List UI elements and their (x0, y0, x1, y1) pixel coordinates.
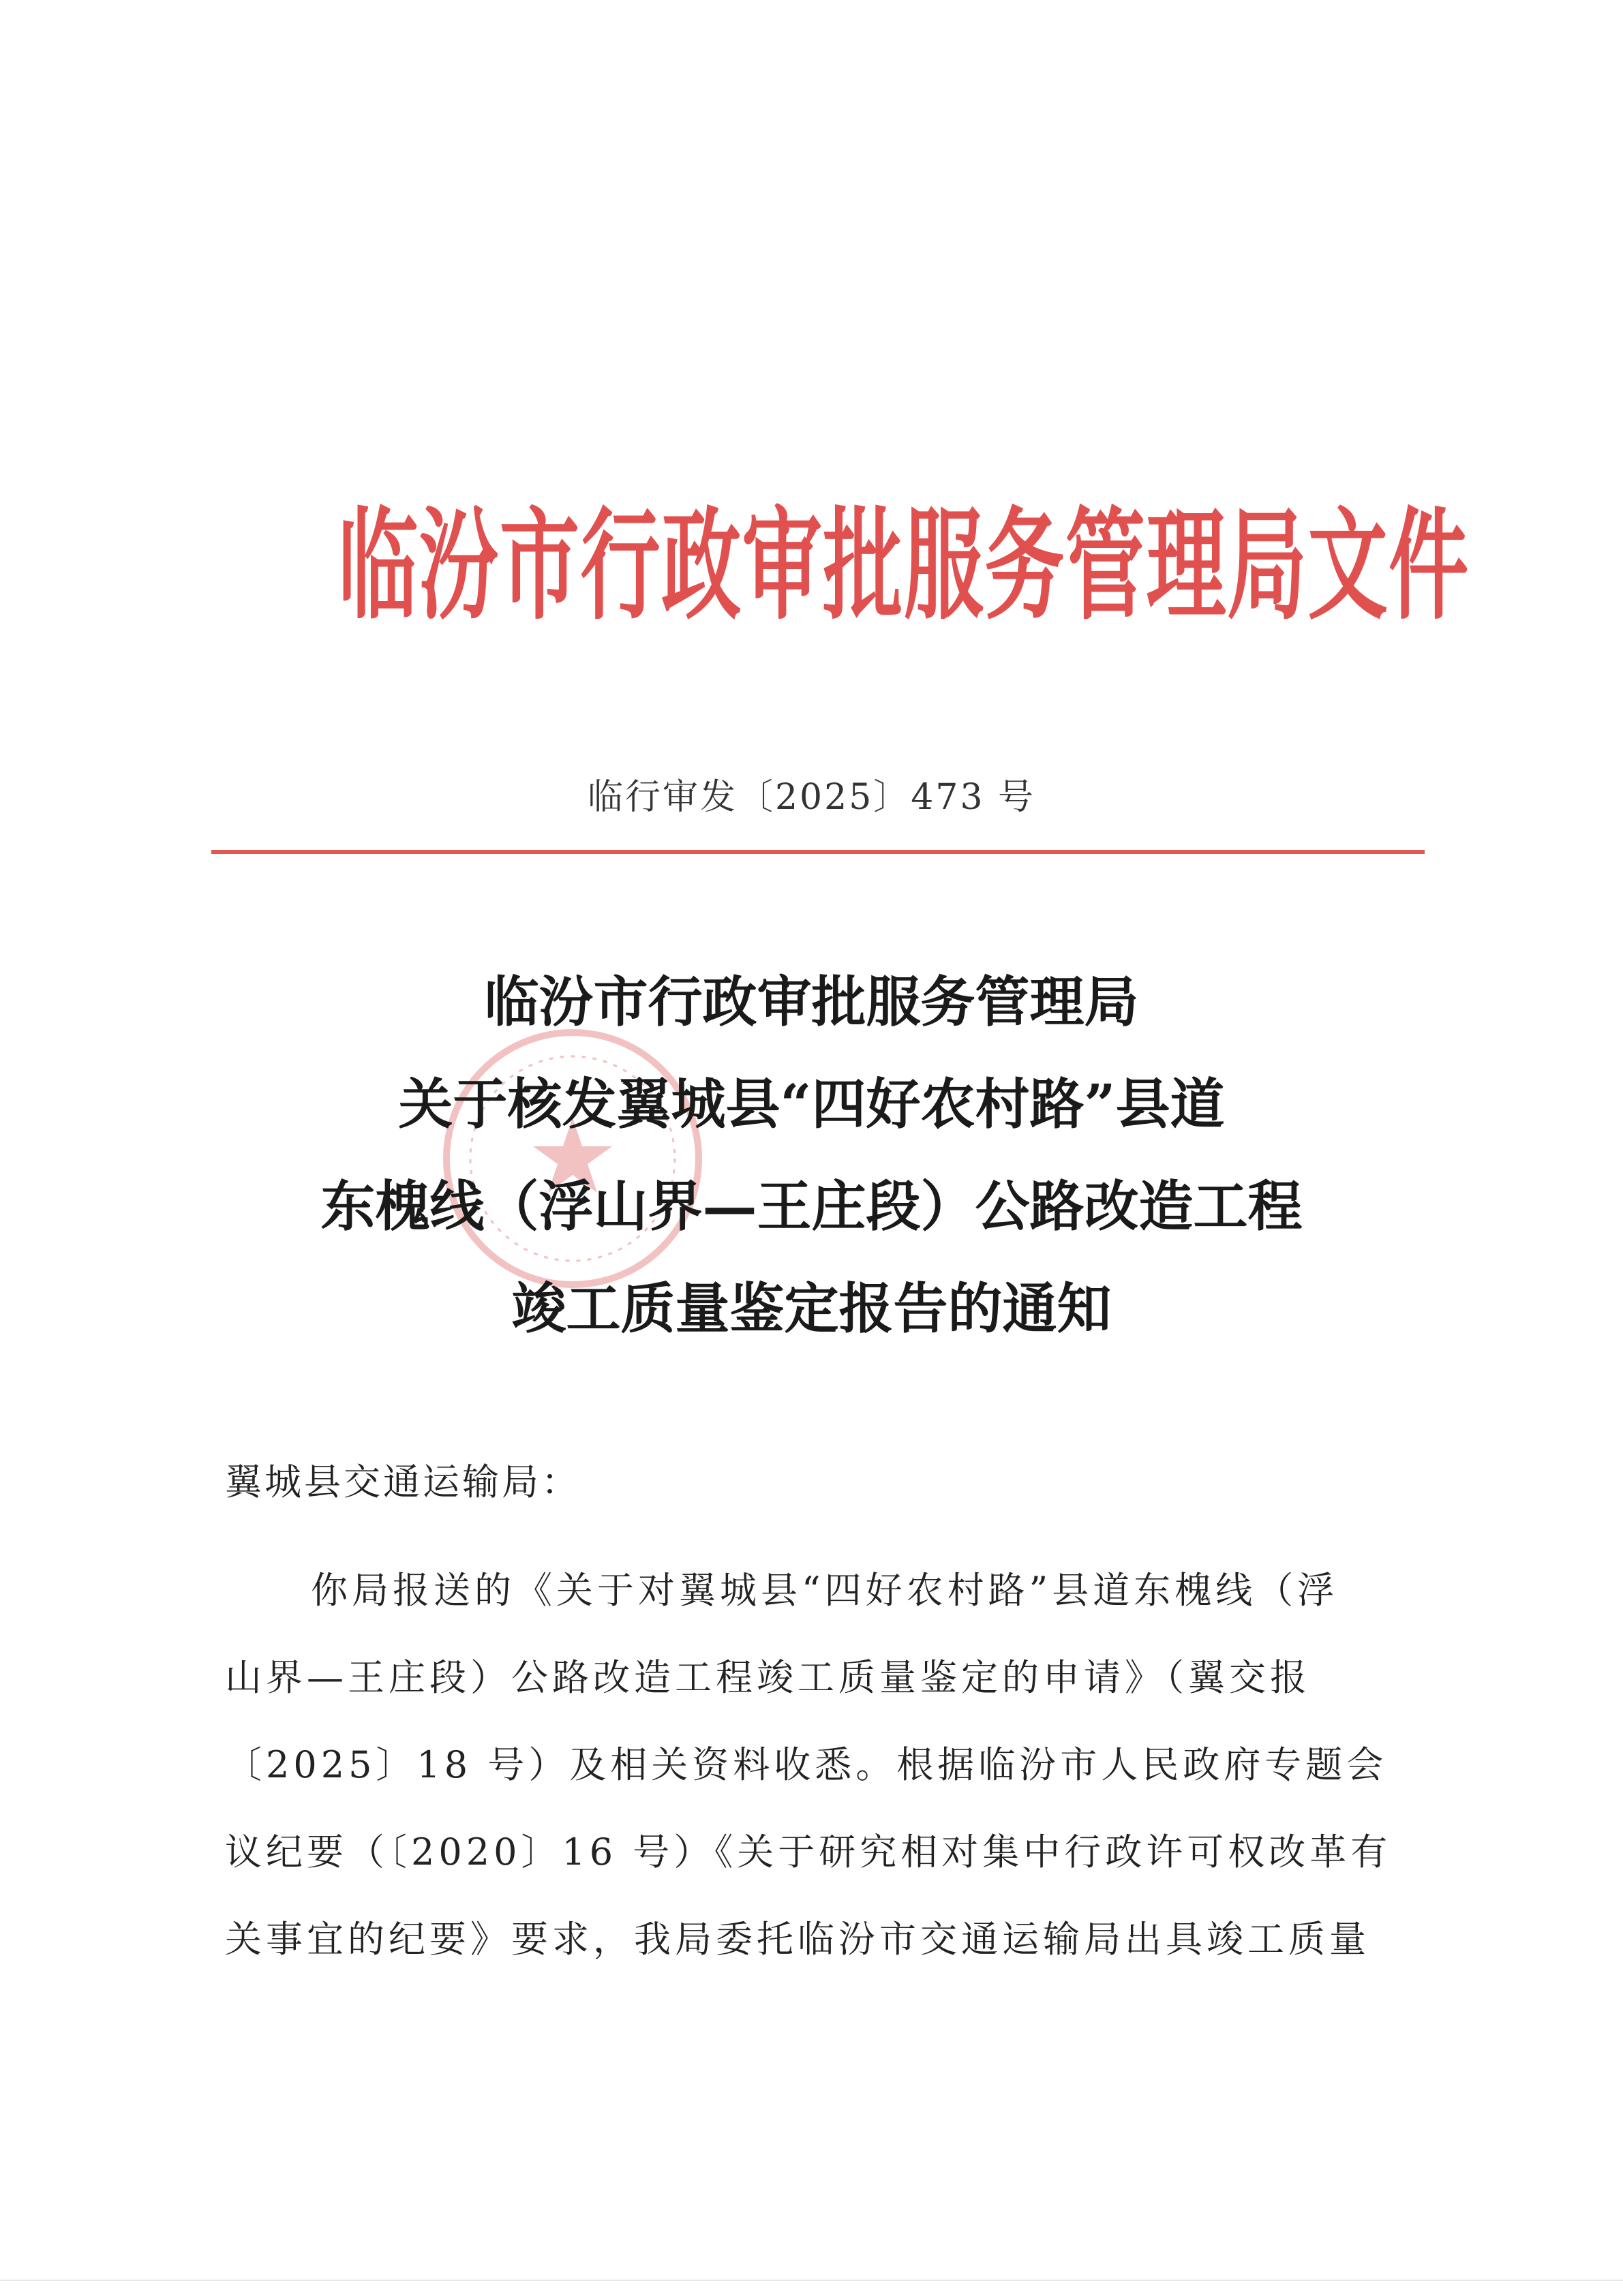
document-masthead: 临汾市行政审批服务管理局文件 (337, 495, 1470, 637)
body-line-1: 你局报送的《关于对翼城县“四好农村路”县道东槐线（浮 (311, 1569, 1339, 1612)
title-line-3: 东槐线（浮山界—王庄段）公路改造工程 (320, 1174, 1303, 1238)
body-paragraph (225, 1547, 1445, 1983)
body-line-5: 关事宜的纪要》要求，我局委托临汾市交通运输局出具竣工质量 (225, 1918, 1370, 1961)
title-line-1: 临汾市行政审批服务管理局 (484, 970, 1139, 1034)
body-line-2: 山界—王庄段）公路改造工程竣工质量鉴定的申请》（翼交报 (225, 1656, 1311, 1699)
title-line-4: 竣工质量鉴定报告的通知 (511, 1276, 1112, 1341)
scan-edge-line (0, 2280, 1623, 2281)
red-divider-rule (211, 850, 1425, 854)
document-title (204, 951, 1419, 1360)
title-line-2: 关于核发翼城县“四好农村路”县道 (398, 1072, 1225, 1136)
body-line-4: 议纪要（〔2020〕16 号）《关于研究相对集中行政许可权改革有 (225, 1831, 1392, 1873)
document-number: 临行审发〔2025〕473 号 (587, 777, 1036, 818)
salutation: 翼城县交通运输局： (225, 1460, 581, 1503)
body-line-3: 〔2025〕18 号）及相关资料收悉。根据临汾市人民政府专题会 (225, 1743, 1388, 1786)
